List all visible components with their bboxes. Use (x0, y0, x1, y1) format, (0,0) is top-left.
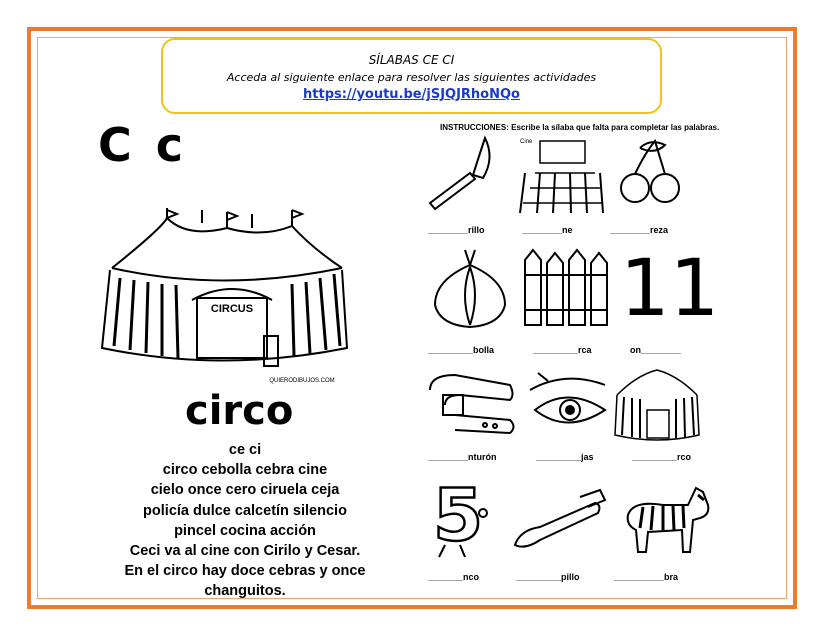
onion-icon (425, 245, 525, 337)
cinema-icon (515, 133, 615, 225)
text-line: cielo once cero ciruela ceja (150, 482, 340, 499)
instructions: INSTRUCCIONES: Escribe la sílaba que falta para completar las palabras. (440, 123, 720, 132)
circus-sign: CIRCUS (210, 303, 254, 315)
eleven-icon (615, 244, 720, 337)
blank-nturon[interactable]: ________nturón (428, 452, 497, 462)
text-line: changuitos. (204, 583, 286, 600)
text-line: pincel cocina acción (174, 522, 316, 539)
blank-pillo[interactable]: _________pillo (516, 572, 580, 582)
blank-on[interactable]: on________ (630, 345, 682, 355)
cherries-icon (610, 133, 710, 225)
header-box (161, 38, 662, 114)
text-line: circo cebolla cebra cine (162, 462, 328, 479)
text-line: ce ci (228, 442, 262, 458)
circus-tent-icon (92, 208, 352, 386)
blank-jas[interactable]: _________jas (536, 452, 594, 462)
blank-bolla[interactable]: _________bolla (428, 345, 495, 355)
blank-rillo[interactable]: ________rillo (428, 225, 485, 235)
small-circus-icon (612, 365, 712, 457)
belt-icon (425, 365, 525, 457)
eleven-label: 11 (620, 244, 720, 334)
word-list (90, 440, 400, 602)
cinema-sign: Cine (520, 139, 533, 145)
brush-icon (510, 485, 610, 577)
video-link[interactable]: https://youtu.be/jSJQJRhoNQo (303, 87, 520, 102)
header-title: SÍLABAS CE CI (368, 53, 455, 67)
blank-ne[interactable]: ________ne (522, 225, 573, 235)
blank-bra[interactable]: __________bra (614, 572, 679, 582)
blank-nco[interactable]: _______nco (428, 572, 480, 582)
fence-icon (515, 245, 615, 337)
blank-reza[interactable]: ________reza (610, 225, 669, 235)
five-label: 5 (433, 473, 484, 557)
text-line: En el circo hay doce cebras y once (124, 563, 366, 580)
match-icon (425, 133, 525, 225)
big-letter: C c (98, 118, 188, 172)
circus-watermark: QUIERODIBUJOS.COM (269, 378, 335, 384)
blank-rco[interactable]: _________rco (632, 452, 692, 462)
eyebrow-icon (520, 365, 620, 457)
main-word: circo (185, 388, 294, 434)
header-subtitle: Acceda al siguiente enlace para resolver las siguientes actividades (226, 71, 597, 84)
blank-rca[interactable]: _________rca (533, 345, 592, 355)
text-line: Ceci va al cine con Cirilo y Cesar. (129, 543, 361, 560)
zebra-icon (618, 480, 718, 572)
text-line: policía dulce calcetín silencio (143, 502, 347, 519)
